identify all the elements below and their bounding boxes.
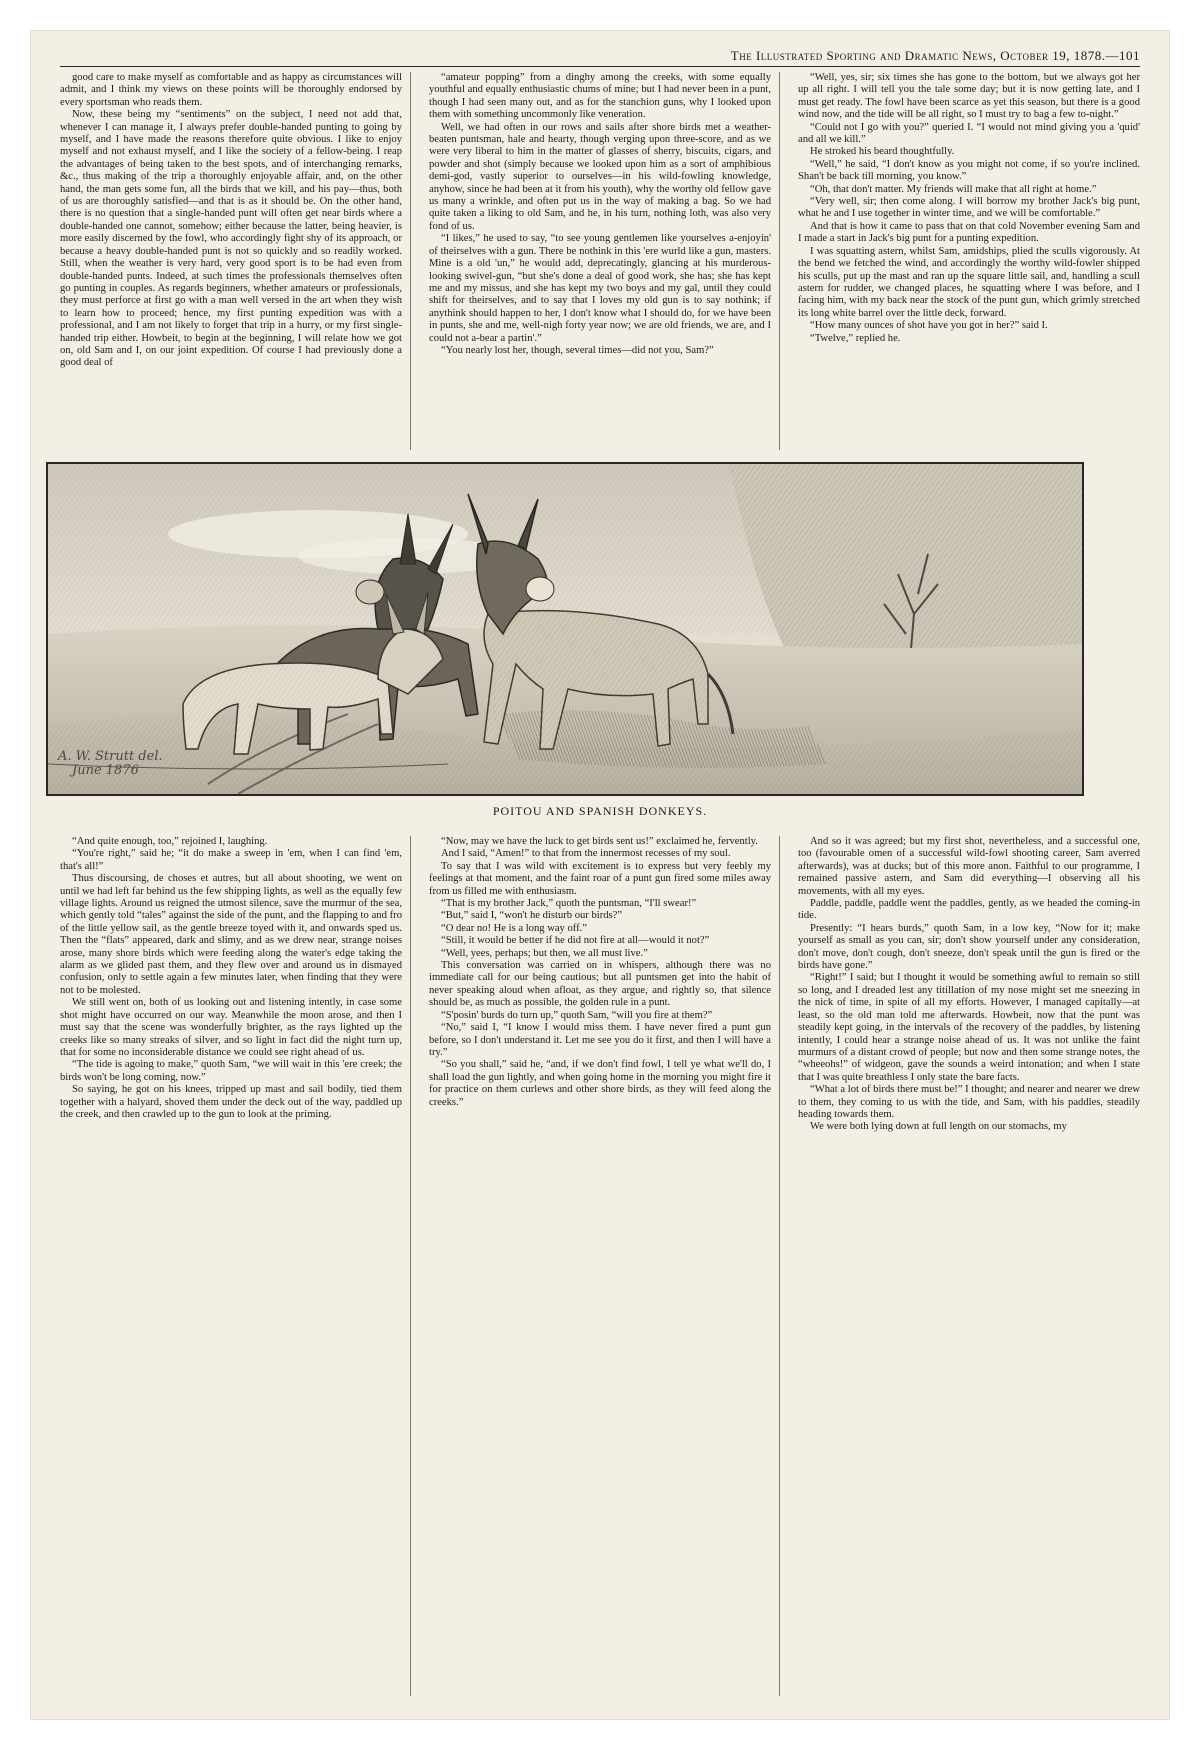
paragraph: Well, we had often in our rows and sails after shore birds met a weather-beaten puntsman, hale and hearty, though verging upon three-score, and as we were very liberal to him in the matter of glasses of sherry, biscuits, cigars, and powder and shot (simply because we looked upon him as a sort of amphibious demi-god, vastly superior to ourselves—in his wild-fowling knowledge, anyhow, since he had been at it from his youth), why the worthy old fellow gave us many a wrinkle, and often put us in the way of making a bag. So we had quite taken a liking to old Sam, and he, in his turn, nothing loth, was also very fond of us.	[429, 121, 771, 232]
paragraph: Thus discoursing, de choses et autres, but all about shooting, we went on until we had left far behind us the few shipping lights, as well as the equally few village lights. Around us reigned the utmost silence, save the murmur of the sea, which gently told “tales” against the side of the punt, and the flapping to and fro of the little yellow sail, as the gentle breeze toyed with it, and onwards sped us. Then the “flats” appeared, dark and slimy, and as we drew near, strange noises arose, many shore birds which were feeding along the water's edge taking the alarm as we glided past them, and they flew over and around us in dismayed confusion, only to settle again a few minutes later, when finding that they were not to be molested.	[60, 873, 402, 996]
bottom-column-2	[429, 836, 780, 1696]
bottom-column-3	[798, 836, 1140, 1696]
paragraph: “So you shall,” said he, “and, if we don't find fowl, I tell ye what we'll do, I shall load the gun lightly, and when going home in the morning you might fire it for practice on them curlews and other shore birds, as they will feed along the creeks.”	[429, 1059, 771, 1108]
paragraph: “But,” said I, “won't he disturb our birds?”	[441, 910, 623, 922]
paragraph: To say that I was wild with excitement is to express but very feebly my feelings at that moment, and the faint roar of a punt gun fired some miles away from us filled me with enthusiasm.	[429, 860, 771, 897]
top-column-2	[429, 72, 780, 450]
top-text-columns	[60, 72, 1140, 450]
paragraph: “I likes,” he used to say, “to see young gentlemen like yourselves a-enjoyin' of theirselves with a gun. There be nothink in this 'ere wurld like a gun, masters. Mine is a old 'un,” he would add, deprecatingly, glancing at his murderous-looking swivel-gun, “but she's done a deal of good work, she has; she has kept me and my missus, and she has kept my two boys and my gal, until they could shift for theirselves, and to say that I loves my old gun is to say nothink; if anythink should happen to her, I don't know what I should do, for we have been in punts, she and me, well-nigh forty year now; we are old friends, we are, and I could not a-bear a partin'.”	[429, 233, 771, 344]
paragraph: “Well, yes, sir; six times she has gone to the bottom, but we always got her up all right. I will tell you the tale some day; but it is now getting late, and I must get ready. The fowl have been scarce as yet this season, but there is a good wind now, and the tide will be all right, so I must try to bag a few to-night.”	[798, 72, 1140, 121]
paragraph: good care to make myself as comfortable and as happy as circumstances will admit, and I think my views on these points will be thoroughly endorsed by every sportsman who reads them.	[60, 72, 402, 108]
donkeys-engraving	[46, 462, 1084, 796]
signature-name: A. W. Strutt del.	[58, 749, 163, 764]
paragraph: I was squatting astern, whilst Sam, amidships, plied the sculls vigorously. At the bend we fetched the wind, and accordingly the worthy wild-fowler shipped his sculls, put up the mast and ran up the square little sail, and, handling a scull astern for rudder, we changed places, he squatting where I was before, and I facing him, with my back near the stock of the punt gun, which grimly stretched its long white barrel over the little deck, forward.	[798, 245, 1140, 319]
newspaper-page	[30, 30, 1170, 1720]
paragraph: “How many ounces of shot have you got in her?” said I.	[810, 320, 1048, 332]
bottom-text-columns	[60, 836, 1140, 1696]
paragraph: And that is how it came to pass that on that cold November evening Sam and I made a start in Jack's big punt for a punting expedition.	[798, 220, 1140, 245]
paragraph: This conversation was carried on in whispers, although there was no immediate call for our being cautious; but all puntsmen get into the habit of never speaking aloud when afloat, as they argue, and rightly so, that silence should be, as much as possible, the golden rule in a punt.	[429, 960, 771, 1009]
paragraph: Paddle, paddle, paddle went the paddles, gently, as we headed the coming-in tide.	[798, 898, 1140, 922]
top-column-1	[60, 72, 411, 450]
paragraph: “S'posin' burds do turn up,” quoth Sam, “will you fire at them?”	[441, 1009, 713, 1021]
paragraph: “Still, it would be better if he did not fire at all—would it not?”	[441, 935, 710, 947]
illustration-caption: POITOU AND SPANISH DONKEYS.	[492, 804, 708, 818]
paragraph: “Well,” he said, “I don't know as you might not come, if so you're inclined. Shan't be back till morning, you know.”	[798, 158, 1140, 183]
paragraph: “You nearly lost her, though, several times—did not you, Sam?”	[441, 344, 714, 356]
paragraph: “Very well, sir; then come along. I will borrow my brother Jack's big punt, what he and I use together in winter time, and we will be comfortable.”	[798, 196, 1140, 220]
paragraph: “The tide is agoing to make,” quoth Sam, “we will wait in this 'ere creek; the birds won't be long coming, now.”	[60, 1059, 402, 1083]
paragraph: “Right!” I said; but I thought it would be something awful to remain so still so long, and I dreaded lest any titillation of my nose might set me sneezing in the nick of time, in spite of all my efforts. However, I managed capitally—at least, so the old man told me afterwards. Howbeit, now that the punt was steadily kept going, in the intervals of the recovery of the paddles, by listening intently, I could hear a strange noise ahead of us. It was not unlike the faint murmurs of a distant crowd of people; but now and then some strange notes, the “wheeohs!” of widgeon, gave the sounds a weird intonation; and when I state that I was quite breathless I only state the bare facts.	[798, 972, 1140, 1083]
bottom-column-1	[60, 836, 411, 1696]
top-column-3	[798, 72, 1140, 450]
paragraph: “You're right,” said he; “it do make a sweep in 'em, when I can find 'em, that's all!”	[60, 848, 402, 872]
engraving-drawing	[48, 464, 1082, 794]
paragraph: “Oh, that don't matter. My friends will make that all right at home.”	[810, 183, 1097, 195]
paragraph: And I said, “Amen!” to that from the innermost recesses of my soul.	[441, 848, 731, 860]
paragraph: And so it was agreed; but my first shot, nevertheless, and a successful one, too (favourable omen of a successful wild-fowl shooting career, Sam averred afterwards), was at ducks; but of this more anon. Faithful to our programme, I remained passive astern, and Sam did everything—I observing all his movements, with all my eyes.	[798, 836, 1140, 897]
signature-date: June 1876	[72, 763, 139, 778]
paragraph: Presently: “I hears burds,” quoth Sam, in a low key, “Now for it; make yourself as small as you can, sir; don't show yourself under any consideration, don't move, don't cough, don't sneeze, don't speak until the gun is fired or the birds have gone.”	[798, 922, 1140, 972]
paragraph: We were both lying down at full length on our stomachs, my	[810, 1121, 1067, 1133]
artist-signature	[58, 750, 163, 778]
paragraph: “Twelve,” replied he.	[810, 332, 901, 344]
paragraph: “Could not I go with you?” queried I. “I would not mind giving you a 'quid' and all we kill.”	[798, 121, 1140, 146]
paragraph: “No,” said I, “I know I would miss them. I have never fired a punt gun before, so I don't understand it. Let me see you do it first, and then I will have a try.”	[429, 1022, 771, 1058]
masthead-rule	[60, 66, 1140, 67]
paragraph: “Well, yees, perhaps; but then, we all must live.”	[441, 947, 648, 959]
paragraph: “What a lot of birds there must be!” I thought; and nearer and nearer we drew to them, they coming to us with the tide, and Sam, with his paddles, steadily heading towards them.	[798, 1084, 1140, 1120]
paragraph: So saying, he got on his knees, tripped up mast and sail bodily, tied them together with a halyard, shoved them under the deck out of the way, paddled up the creek, and then crawled up to the gun to look at the priming.	[60, 1084, 402, 1120]
paragraph: “amateur popping” from a dinghy among the creeks, with some equally youthful and equally enthusiastic chums of mine; but I had never been in a punt, though I had seen many out, and as for the stanchion guns, why I looked upon them with something uncommonly like veneration.	[429, 72, 771, 121]
paragraph: “And quite enough, too,” rejoined I, laughing.	[72, 836, 268, 847]
paragraph: “Now, may we have the luck to get birds sent us!” exclaimed he, fervently.	[441, 836, 758, 847]
paragraph: We still went on, both of us looking out and listening intently, in case some shot might have occurred on our way. Meanwhile the moon arose, and then I must say that the scene was wonderfully brighter, as the rays lighted up the creeks like so many streaks of silver, and so light in fact did the night turn up, that for some no inconsiderable distance we could see right ahead of us.	[60, 997, 402, 1058]
paragraph: He stroked his beard thoughtfully.	[810, 146, 955, 158]
paragraph: “That is my brother Jack,” quoth the puntsman, “I'll swear!”	[441, 898, 697, 910]
paragraph: “O dear no! He is a long way off.”	[441, 922, 588, 934]
page-masthead: The Illustrated Sporting and Dramatic News, October 19, 1878.—101	[730, 48, 1140, 63]
paragraph: Now, these being my “sentiments” on the subject, I need not add that, whenever I can manage it, I always prefer double-handed punting to going by myself, and I have made the reasons therefore quite obvious. I like to enjoy myself and not exhaust myself, and I like the society of a fellow-being. I reap the advantages of being taken to the best spots, and of interchanging remarks, &c., thus making of the trip a thoroughly enjoyable affair, and, on the other hand, the man gets some fun, all the birds that we kill, and his pay—thus, both of us are thoroughly satisfied—and that is as it should be. On the other hand, there is no question that a single-handed punt will often get near birds where a double-handed one cannot, somehow; either because the latter, being heavier, is more easily discerned by the fowl, who accordingly fight shy of its approach, or because a heavy double-handed punt is not so quickly and so readily worked. Still, when the weather is very hard, very good sport is to be had even from double-handed punts. Indeed, at such times the professionals themselves often go punting in couples. As regards beginners, whether amateurs or professionals, they must perforce at first go with a man well versed in the art when they wish to learn how to proceed; hence, my first punting expedition was with a professional, and I am not likely to forget that trip in a hurry, or my first single-handed trip either. Howbeit, to begin at the beginning, I will relate how we got on, old Sam and I, on our joint expedition. Of course I had previously done a good deal of	[60, 109, 402, 369]
